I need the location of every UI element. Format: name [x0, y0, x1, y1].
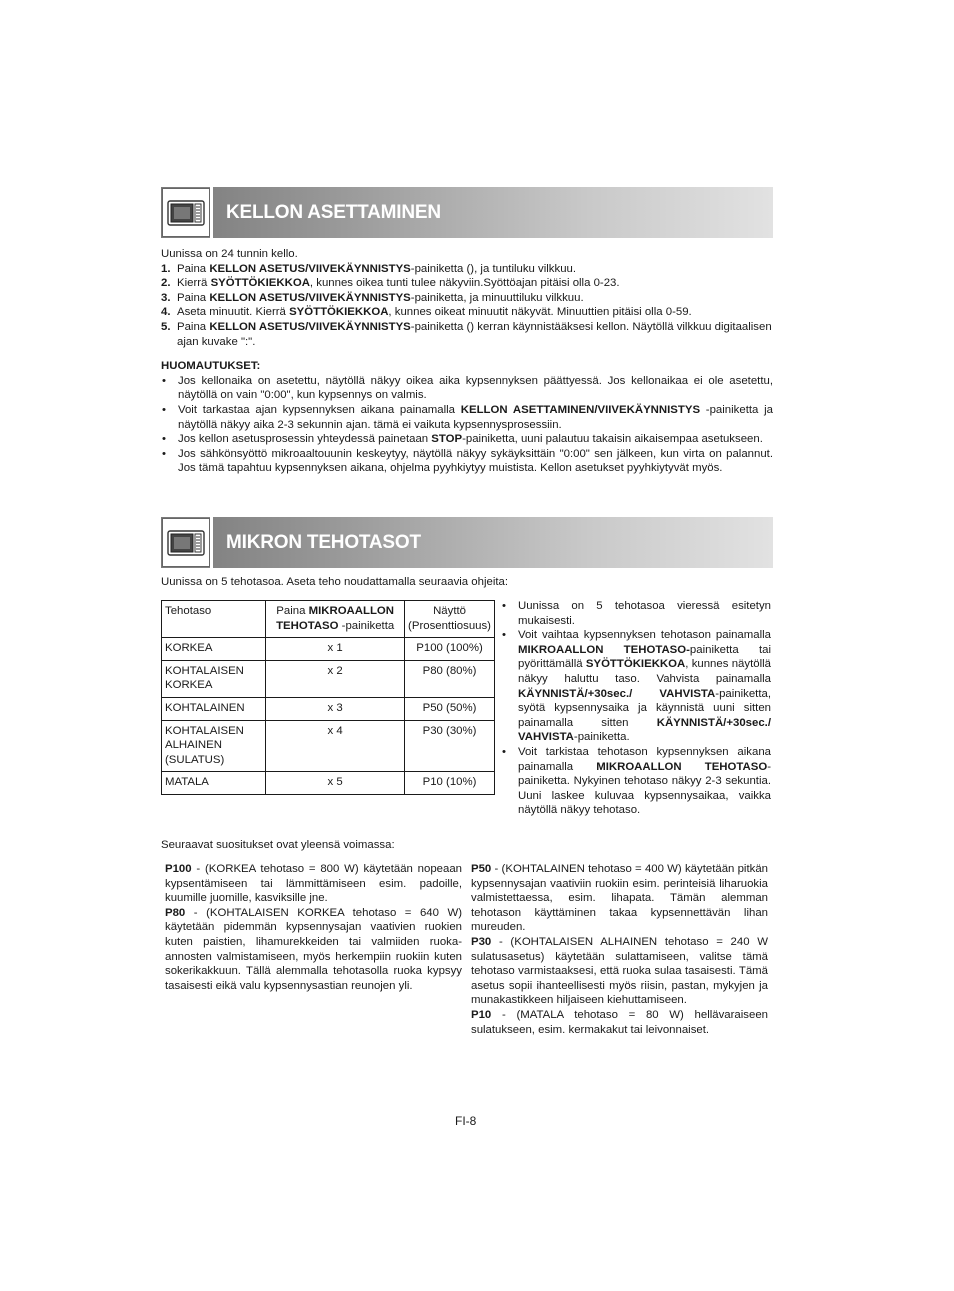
- table-row: [162, 720, 495, 772]
- section-banner-clock: [161, 187, 773, 238]
- header-press: Paina MIKROAALLON TEHOTASO -painiketta: [266, 601, 405, 638]
- notes-heading: HUOMAUTUKSET:: [161, 360, 261, 373]
- section-title: MIKRON TEHOTASOT: [226, 531, 421, 553]
- step-number: 2.: [161, 277, 171, 290]
- step-item: [161, 320, 773, 349]
- recommendations-left: [165, 862, 462, 993]
- recommendation-item: P50 - (KOHTALAINEN tehotaso = 400 W) käytetään pitkän kypsennysajan vaativiin ruokiin esim. perinteisiä liharuokia valmistettaessa, esim. lihapata. Tämän alemman tehotason käyttäminen takaa kypsennettävän lihan mureuden.: [471, 863, 768, 934]
- table-row: [162, 697, 495, 720]
- step-text: Aseta minuutit. Kierrä SYÖTTÖKIEKKOA, kunnes oikeat minuutit näkyvät. Minuuttien pitäisi olla 0-59.: [177, 306, 692, 319]
- microwave-icon: [162, 188, 210, 237]
- display-value: P10 (10%): [405, 772, 495, 795]
- press-count: x 3: [266, 697, 405, 720]
- note-text: Jos kellonaika on asetettu, näytöllä näkyy oikea aika kypsennyksen päättyessä. Jos kellonaikaa ei ole asetettu, näytöllä on vain "0:00", kun kypsennys on valmis.: [178, 374, 773, 402]
- step-item: [161, 305, 773, 320]
- bullet: •: [162, 403, 166, 416]
- side-bullet-item: [501, 745, 771, 818]
- press-count: x 1: [266, 638, 405, 661]
- note-text: Jos kellon asetusprosessin yhteydessä painetaan STOP-painiketta, uuni palautuu takaisin aikaisempaa asetukseen.: [178, 433, 763, 446]
- display-value: P80 (80%): [405, 660, 495, 697]
- recommendations-right: [471, 862, 768, 1037]
- step-number: 5.: [161, 320, 171, 333]
- step-text: Paina KELLON ASETUS/VIIVEKÄYNNISTYS-painiketta (), ja tuntiluku vilkkuu.: [177, 262, 577, 275]
- step-text: Paina KELLON ASETUS/VIIVEKÄYNNISTYS-painiketta () kerran käynnistääksesi kellon. Näytöllä vilkkuu digitaalisen ajan kuvake ":".: [177, 320, 772, 348]
- page-number: FI-8: [455, 1114, 477, 1128]
- power-level-table: [161, 600, 495, 795]
- recommendation-item: P80 - (KOHTALAISEN KORKEA tehotaso = 640 W) käytetään pidemmän kypsennysajan vaativien ruokien kuten paistien, lihamurekkeiden tai valmiiden ruoka-annosten valmistamiseen, myös herkempiin ruokiin kuten sokerikakkuun. Tällä alemmalla tehotasolla ruoka kypsyy tasaisesti eikä valu kypsennysastian reunojen yli.: [165, 906, 462, 992]
- recommend-intro: Seuraavat suositukset ovat yleensä voimassa:: [161, 839, 395, 851]
- display-value: P30 (30%): [405, 720, 495, 772]
- bullet: •: [162, 433, 166, 446]
- recommendation-item: P10 - (MATALA tehotaso = 80 W) hellävaraiseen sulatukseen, esim. kermakakut tai leivonnaiset.: [471, 1008, 768, 1036]
- display-value: P50 (50%): [405, 697, 495, 720]
- press-count: x 2: [266, 660, 405, 697]
- side-bullet-text: Voit vaihtaa kypsennyksen tehotason painamalla MIKROAALLON TEHOTASO-painiketta tai pyörittämällä SYÖTTÖKIEKKOA, kunnes näytöllä näkyy haluttu taso. Vahvista painamalla KÄYNNISTÄ/+30sec./ VAHVISTA-painiketta, syötä kypsennysaika ja käynnistä uuni sitten painamalla sitten KÄYNNISTÄ/+30sec./ VAHVISTA-painiketta.: [518, 629, 771, 744]
- bullet: •: [162, 374, 166, 387]
- step-text: Paina KELLON ASETUS/VIIVEKÄYNNISTYS-painiketta, ja minuuttiluku vilkkuu.: [177, 291, 584, 304]
- header-display: Näyttö (Prosenttiosuus): [405, 601, 495, 638]
- step-number: 1.: [161, 262, 171, 275]
- side-bullet-text: Uunissa on 5 tehotasoa vieressä esitetyn mukaisesti.: [518, 600, 771, 627]
- microwave-icon: [162, 518, 210, 567]
- note-text: Voit tarkastaa ajan kypsennyksen aikana painamalla KELLON ASETTAMINEN/VIIVEKÄYNNISTYS -painiketta ja näytöllä näkyy aika 2-3 sekunnin ajan. tämä ei vaikuta kypsennysprosessiin.: [178, 403, 773, 431]
- bullet: •: [502, 629, 506, 642]
- note-item: [161, 403, 773, 432]
- step-item: [161, 262, 773, 277]
- press-count: x 5: [266, 772, 405, 795]
- clock-intro: Uunissa on 24 tunnin kello.: [161, 248, 298, 260]
- power-level-name: KOHTALAISEN ALHAINEN (SULATUS): [162, 720, 266, 772]
- note-item: [161, 447, 773, 476]
- step-number: 4.: [161, 306, 171, 319]
- side-bullet-item: [501, 628, 771, 745]
- recommendation-item: P30 - (KOHTALAISEN ALHAINEN tehotaso = 240 W sulatusasetus) käytetään sulattamiseen, valitse tämä tehotaso varmistaaksesi, että ruoka sulaa tasaisesti. Tämä asetus sopii ihanteellisesti myös riisin, pastan, mykyjen ja munakastikkeen hiljaiseen kiehuttamiseen.: [471, 935, 768, 1007]
- power-level-name: MATALA: [162, 772, 266, 795]
- side-bullet-text: Voit tarkistaa tehotason kypsennyksen aikana painamalla MIKROAALLON TEHOTASO-painiketta. Nykyinen tehotaso näkyy 2-3 sekuntia. Uuni laskee kuluvaa kypsennysaikaa, vaikka näytöllä näkyy tehotaso.: [518, 745, 771, 817]
- step-item: [161, 276, 773, 291]
- note-text: Jos sähkönsyöttö mikroaaltouunin keskeytyy, näytöllä näkyy sykäyksittäin "0:00" sen jälkeen, kun virta on palannut. Jos tämä tapahtuu kypsennyksen aikana, ohjelma pyyhkiytyy muistista. Kellon asetukset pyyhkiytyvät myös.: [178, 447, 773, 475]
- step-text: Kierrä SYÖTTÖKIEKKOA, kunnes oikea tunti tulee näkyviin.Syöttöajan pitäisi olla 0-23.: [177, 277, 620, 290]
- notes-list: [161, 374, 773, 476]
- display-value: P100 (100%): [405, 638, 495, 661]
- header-level: Tehotaso: [162, 601, 266, 638]
- side-bullet-item: [501, 599, 771, 628]
- bullet: •: [162, 447, 166, 460]
- note-item: [161, 374, 773, 403]
- recommendation-item: P100 - (KORKEA tehotaso = 800 W) käytetään nopeaan kypsentämiseen tai lämmittämiseen esim. padoille, kuumille juomille, kasviksille jne.: [165, 863, 462, 905]
- step-list: [161, 262, 773, 350]
- table-row: [162, 660, 495, 697]
- power-level-name: KORKEA: [162, 638, 266, 661]
- step-item: [161, 291, 773, 306]
- power-notes: [501, 599, 771, 818]
- step-number: 3.: [161, 291, 171, 304]
- table-row: [162, 772, 495, 795]
- power-level-name: KOHTALAISEN KORKEA: [162, 660, 266, 697]
- section-title: KELLON ASETTAMINEN: [226, 201, 441, 223]
- clock-instructions: [161, 247, 773, 476]
- table-header-row: [162, 601, 495, 638]
- section-banner-power: [161, 517, 773, 568]
- table-row: [162, 638, 495, 661]
- power-intro: Uunissa on 5 tehotasoa. Aseta teho noudattamalla seuraavia ohjeita:: [161, 576, 509, 588]
- bullet: •: [502, 745, 506, 758]
- bullet: •: [502, 600, 506, 612]
- power-level-name: KOHTALAINEN: [162, 697, 266, 720]
- press-count: x 4: [266, 720, 405, 772]
- note-item: [161, 432, 773, 447]
